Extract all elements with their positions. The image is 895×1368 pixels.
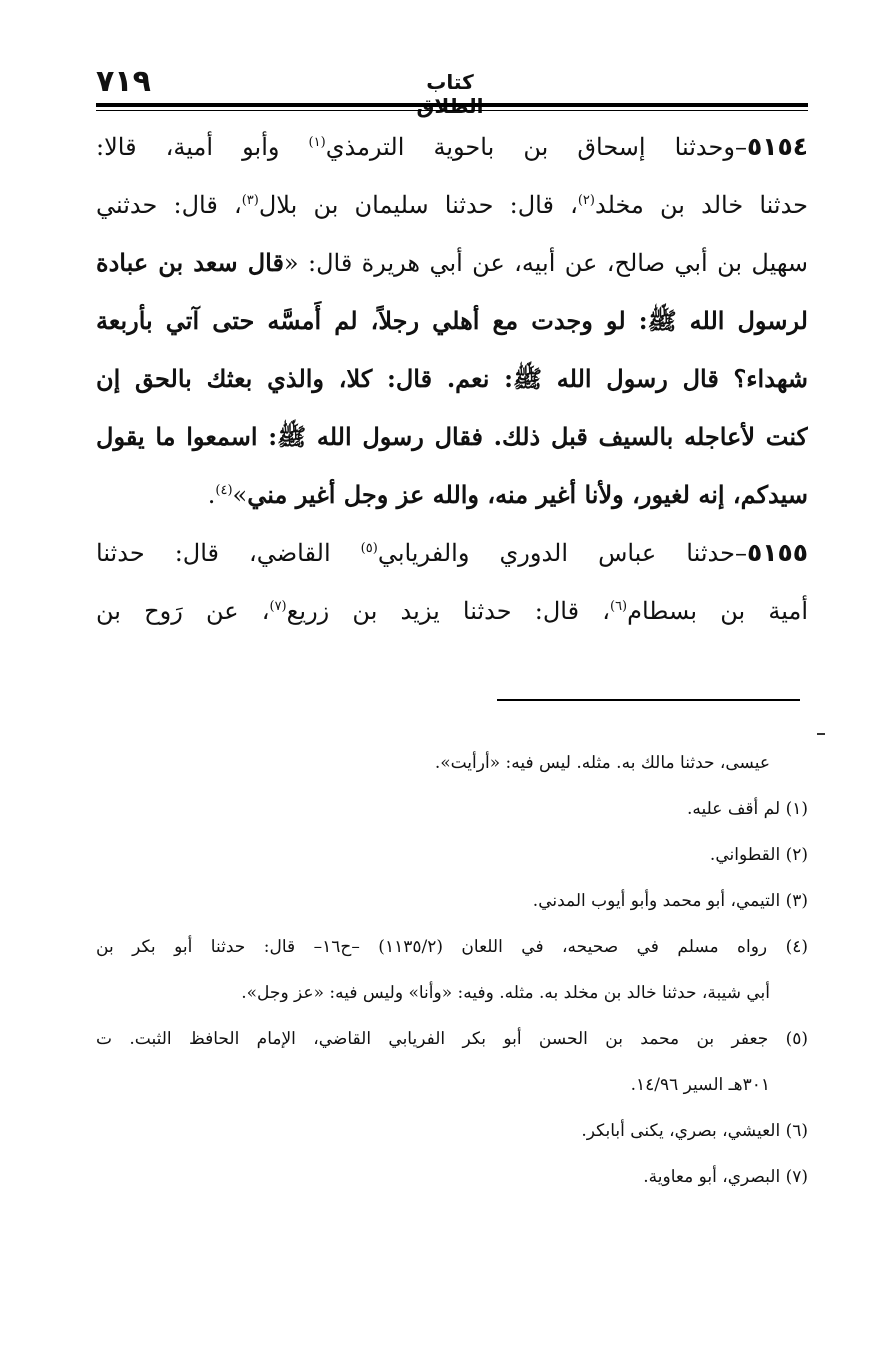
text-line-8: ٥١٥٥–حدثنا عباس الدوري والفريابي$^{(٥)}$ القاضي، قال: حدثنا [96, 538, 808, 567]
continuation-mark [817, 733, 825, 735]
text-line-7: سيدكم، إنه لغيور، ولأنا أغير منه، والله عز وجل أغير مني»$^{(٤)}$. [207, 480, 808, 509]
footnote-7: (٧) البصري، أبو معاوية. [643, 1167, 808, 1187]
footnote-5-continued: ٣٠١هـ السير ١٤/٩٦. [630, 1075, 770, 1095]
text-line-1: ٥١٥٤–وحدثنا إسحاق بن باحوية الترمذي$^{(١)}$ وأبو أمية، قالا: [96, 132, 808, 161]
page-number: ٧١٩ [96, 64, 151, 99]
footnote-ref: (٣) [241, 193, 259, 208]
footnote-4: (٤) رواه مسلم في صحيحه، في اللعان (١١٣٥/٢) –ح١٦– قال: حدثنا أبو بكر بن [96, 937, 808, 957]
footnote-ref: (٢) [577, 193, 595, 208]
text-line-3: سهيل بن أبي صالح، عن أبيه، عن أبي هريرة قال: «قال سعد بن عبادة [96, 248, 808, 277]
text-line-9: أمية بن بسطام$^{(٦)}$، قال: حدثنا يزيد بن زريع$^{(٧)}$، عن رَوح بن [96, 597, 808, 625]
footnote-6: (٦) العيشي، بصري، يكنى أبابكر. [581, 1121, 808, 1141]
header-rule-thick [96, 103, 808, 107]
footnote-ref: (١) [308, 135, 326, 150]
footnote-1: (١) لم أقف عليه. [687, 799, 808, 819]
footnote-4-continued: أبي شيبة، حدثنا خالد بن مخلد به. مثله. وفيه: «وأنا» وليس فيه: «عز وجل». [241, 983, 770, 1003]
running-header-title: كتاب [426, 70, 474, 94]
footnote-ref: (٧) [269, 599, 287, 614]
footnote-ref: (٦) [609, 599, 628, 614]
footnote-ref: (٤) [215, 483, 233, 498]
footnote-separator [497, 699, 800, 701]
main-text [96, 118, 808, 640]
footnote-continuation: عيسى، حدثنا مالك به. مثله. ليس فيه: «أرأيت». [434, 753, 770, 773]
footnote-3: (٣) التيمي، أبو محمد وأبو أيوب المدني. [532, 891, 808, 911]
text-line-5: شهداء؟ قال رسول الله ﷺ: نعم. قال: كلا، والذي بعثك بالحق إن [96, 364, 808, 393]
footnote-2: (٢) القطواني. [709, 845, 808, 865]
footnote-5: (٥) جعفر بن محمد بن الحسن أبو بكر الفريابي القاضي، الإمام الحافظ الثبت. ت [96, 1029, 808, 1049]
hadith-number: ٥١٥٥ [746, 538, 808, 567]
header-rule-thin [96, 110, 808, 111]
hadith-number: ٥١٥٤ [746, 132, 808, 161]
text-line-2: حدثنا خالد بن مخلد$^{(٢)}$، قال: حدثنا سليمان بن بلال$^{(٣)}$، قال: حدثني [96, 191, 808, 219]
footnote-ref: (٥) [360, 541, 378, 556]
text-line-4: لرسول الله ﷺ: لو وجدت مع أهلي رجلاً، لم أَمسَّه حتى آتي بأربعة [96, 306, 808, 335]
footnotes [96, 740, 808, 1200]
text-line-6: كنت لأعاجله بالسيف قبل ذلك. فقال رسول الله ﷺ: اسمعوا ما يقول [96, 422, 808, 451]
